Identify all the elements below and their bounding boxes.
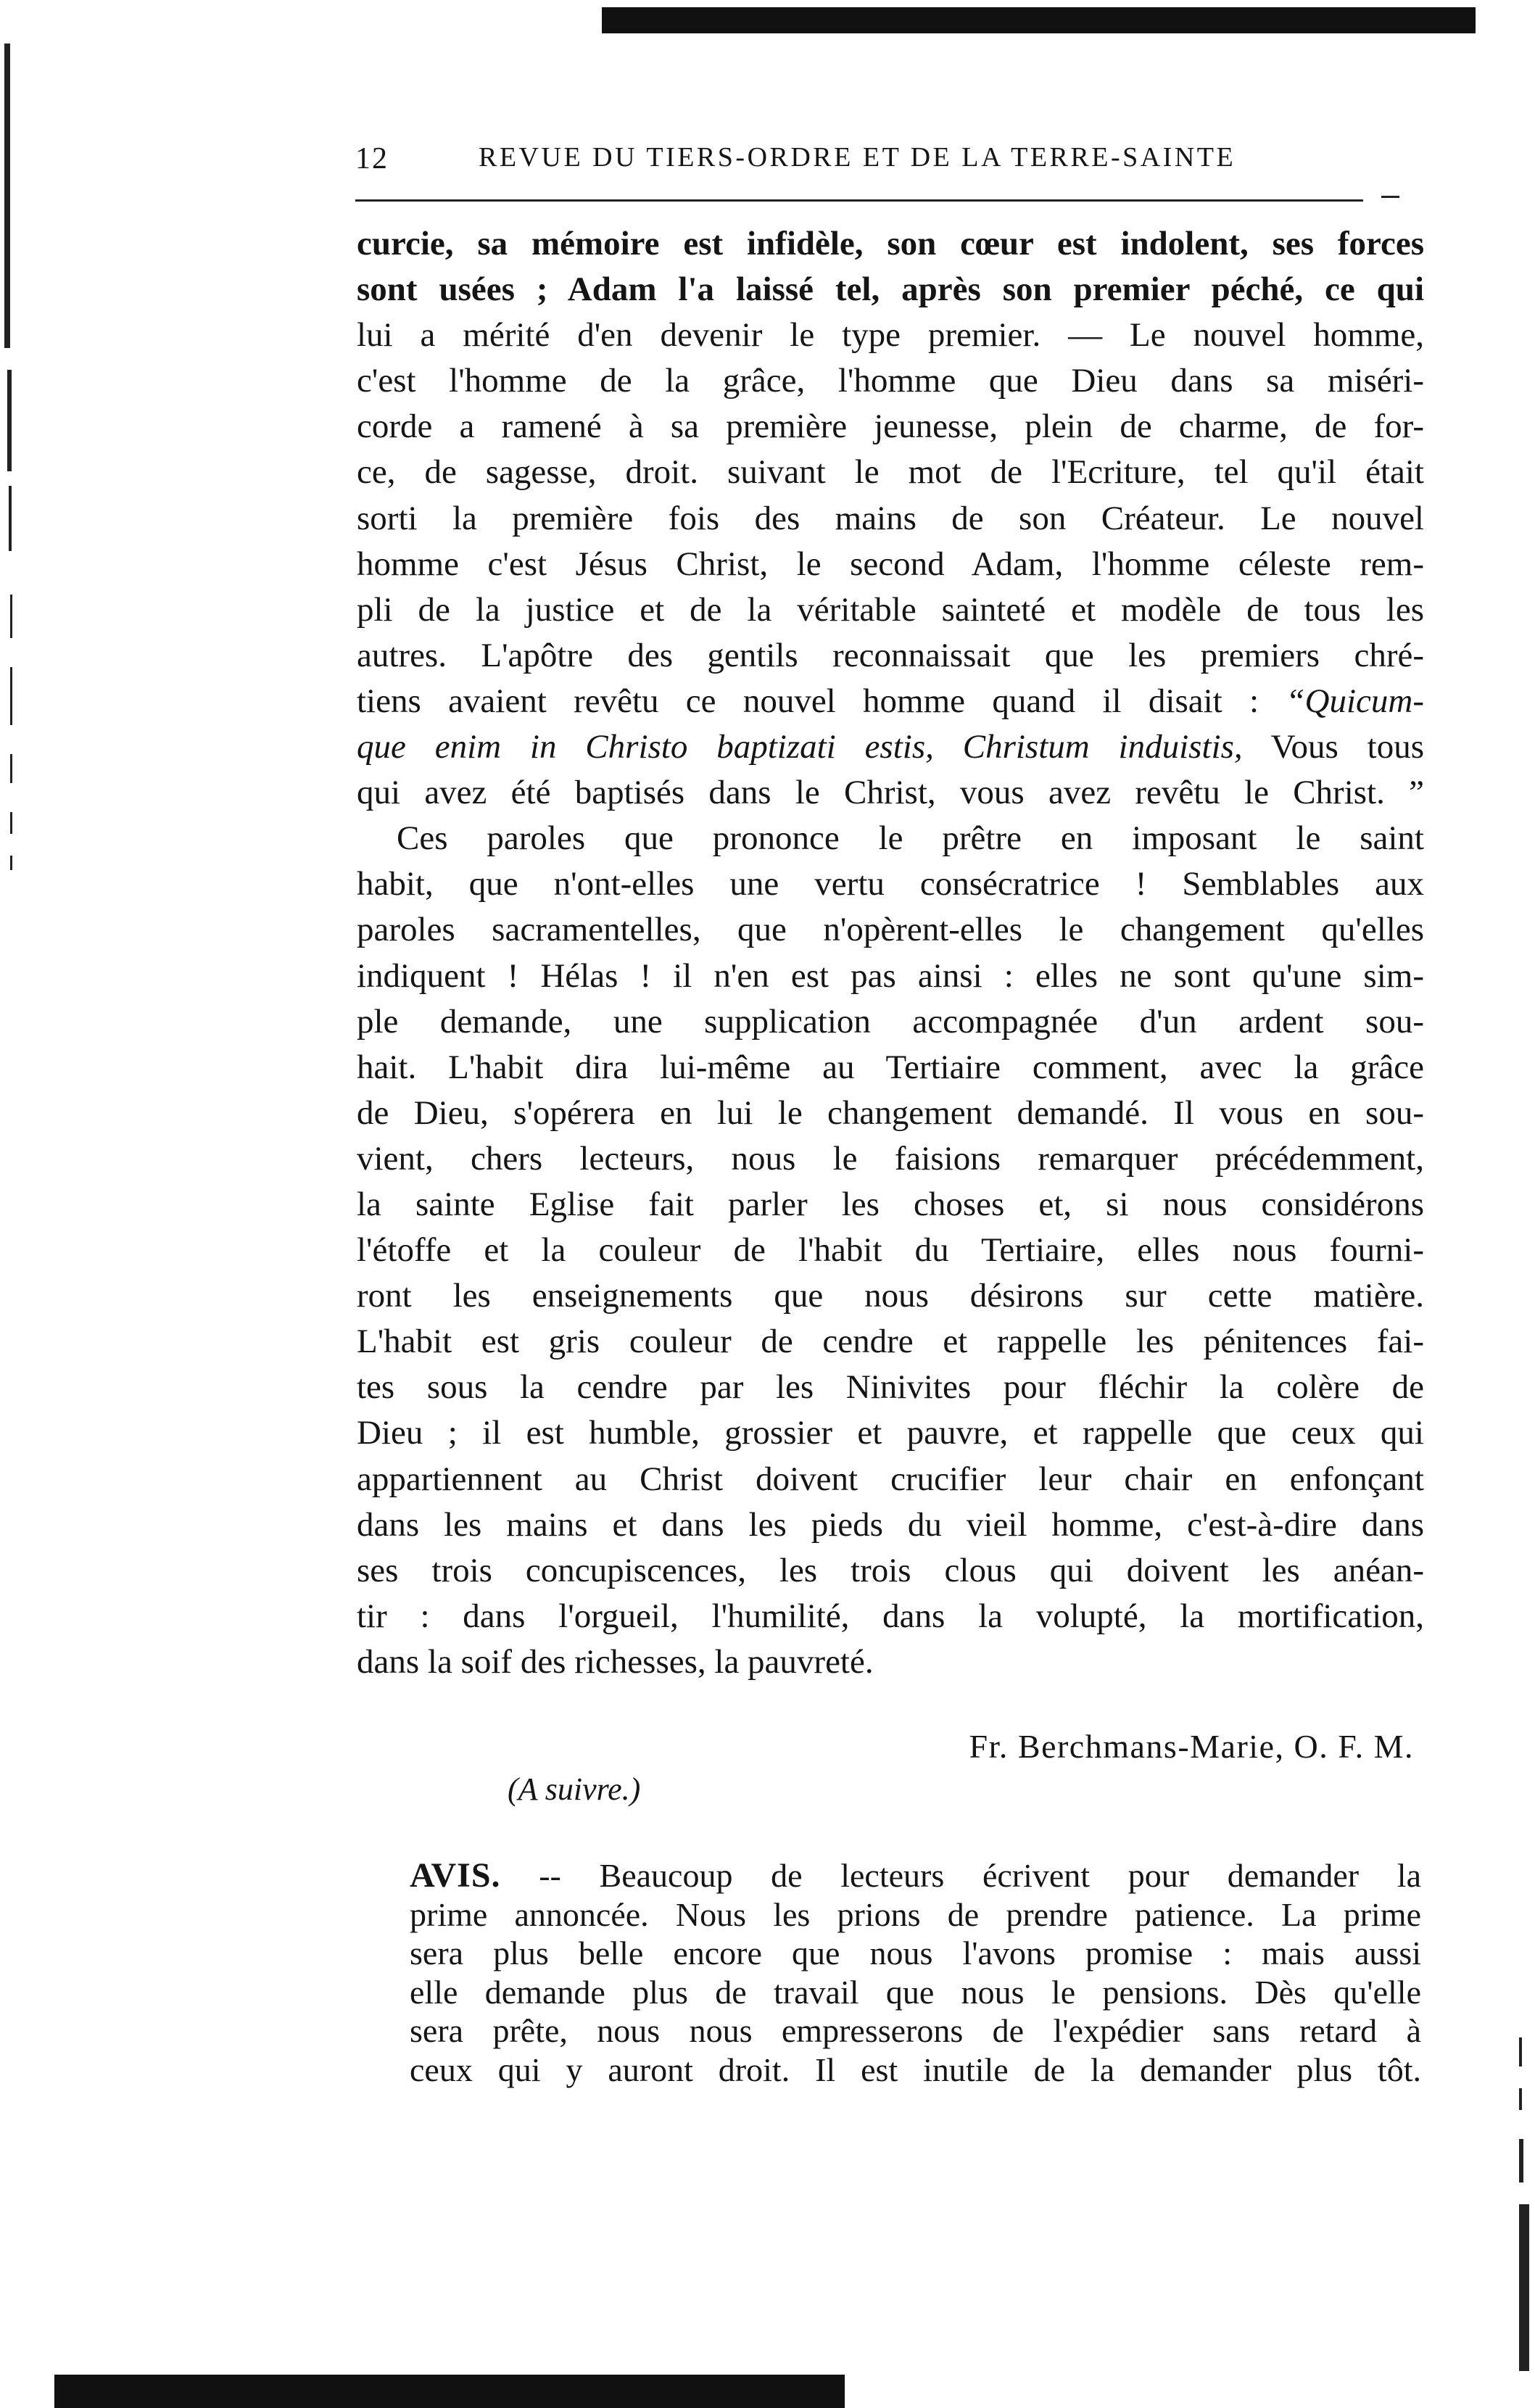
body-line: appartiennent au Christ doivent crucifier leur chair en enfonçant bbox=[357, 1460, 1424, 1498]
body-line: la sainte Eglise fait parler les choses et, si nous considérons bbox=[357, 1185, 1424, 1223]
body-line: autres. L'apôtre des gentils reconnaissait que les premiers chré- bbox=[357, 636, 1424, 674]
body-line: sorti la première fois des mains de son Créateur. Le nouvel bbox=[357, 499, 1424, 537]
notice-line: prime annoncée. Nous les prions de prendre patience. La prime bbox=[410, 1895, 1421, 1933]
notice-line: sera plus belle encore que nous l'avons promise : mais aussi bbox=[410, 1935, 1421, 1972]
body-line: Dieu ; il est humble, grossier et pauvre, et rappelle que ceux qui bbox=[357, 1414, 1424, 1452]
body-line bbox=[357, 679, 1424, 724]
body-line bbox=[357, 724, 1424, 770]
body-line: sont usées ; Adam l'a laissé tel, après son premier péché, ce qui bbox=[357, 270, 1424, 309]
body-line: pli de la justice et de la véritable sainteté et modèle de tous les bbox=[357, 590, 1424, 629]
page-number: 12 bbox=[355, 142, 389, 175]
notice-line: ceux qui y auront droit. Il est inutile de la demander plus tôt. bbox=[410, 2051, 1421, 2088]
scan-edge-bar-top bbox=[602, 7, 1476, 33]
body-line: c'est l'homme de la grâce, l'homme que Dieu dans sa miséri- bbox=[357, 362, 1424, 400]
notice-line-text: -- Beaucoup de lecteurs écrivent pour demander la bbox=[500, 1857, 1421, 1894]
body-line-text: tiens avaient revêtu ce nouvel homme quand il disait : bbox=[357, 682, 1259, 720]
notice-line: sera prête, nous nous empresserons de l'expédier sans retard à bbox=[410, 2012, 1421, 2050]
body-line: ce, de sagesse, droit. suivant le mot de l'Ecriture, tel qu'il était bbox=[357, 453, 1424, 492]
scan-edge-bar-bottom bbox=[54, 2375, 845, 2408]
body-line: lui a mérité d'en devenir le type premier. — Le nouvel homme, bbox=[357, 316, 1424, 355]
article-body bbox=[357, 221, 1424, 1685]
header-rule-end bbox=[1381, 196, 1399, 198]
body-line: ront les enseignements que nous désirons sur cette matière. bbox=[357, 1277, 1424, 1315]
body-line: Ces paroles que prononce le prêtre en imposant le saint bbox=[397, 819, 1424, 858]
page-header bbox=[355, 141, 1392, 185]
body-line: ses trois concupiscences, les trois clous qui doivent les anéan- bbox=[357, 1551, 1424, 1589]
author-signature: Fr. Berchmans-Marie, O. F. M. bbox=[969, 1728, 1414, 1765]
notice-label: AVIS. bbox=[410, 1856, 501, 1895]
body-line: qui avez été baptisés dans le Christ, vous avez revêtu le Christ. ” bbox=[357, 774, 1424, 812]
body-line: dans la soif des richesses, la pauvreté. bbox=[357, 1642, 874, 1681]
notice-line bbox=[410, 1856, 1421, 1895]
body-line: vient, chers lecteurs, nous le faisions remarquer précédemment, bbox=[357, 1139, 1424, 1178]
header-rule bbox=[355, 199, 1363, 202]
body-line: hait. L'habit dira lui-même au Tertiaire comment, avec la grâce bbox=[357, 1048, 1424, 1086]
latin-quote-start: “Quicum- bbox=[1286, 682, 1424, 720]
body-line: habit, que n'ont-elles une vertu consécratrice ! Semblables aux bbox=[357, 865, 1424, 903]
notice-block bbox=[410, 1856, 1421, 2090]
notice-line: elle demande plus de travail que nous le pensions. Dès qu'elle bbox=[410, 1973, 1421, 2011]
body-line: dans les mains et dans les pieds du vieil homme, c'est-à-dire dans bbox=[357, 1505, 1424, 1544]
body-line: indiquent ! Hélas ! il n'en est pas ainsi : elles ne sont qu'une sim- bbox=[357, 956, 1424, 995]
scan-edge-marks-left bbox=[0, 44, 33, 914]
body-line: de Dieu, s'opérera en lui le changement demandé. Il vous en sou- bbox=[357, 1093, 1424, 1132]
translation-start: Vous tous bbox=[1242, 728, 1424, 766]
body-line: paroles sacramentelles, que n'opèrent-elles le changement qu'elles bbox=[357, 911, 1424, 949]
scan-edge-marks-right bbox=[1512, 2037, 1535, 2386]
latin-quote: que enim in Christo baptizati estis, Christum induistis, bbox=[357, 728, 1243, 766]
body-line: corde a ramené à sa première jeunesse, plein de charme, de for- bbox=[357, 407, 1424, 446]
body-line: curcie, sa mémoire est infidèle, son cœur est indolent, ses forces bbox=[357, 225, 1424, 262]
body-line: tir : dans l'orgueil, l'humilité, dans la volupté, la mortification, bbox=[357, 1597, 1424, 1635]
running-title: REVUE DU TIERS-ORDRE ET DE LA TERRE-SAINTE bbox=[479, 142, 1236, 173]
body-line: tes sous la cendre par les Ninivites pour fléchir la colère de bbox=[357, 1368, 1424, 1407]
body-line: ple demande, une supplication accompagnée d'un ardent sou- bbox=[357, 1002, 1424, 1040]
to-be-continued: (A suivre.) bbox=[508, 1771, 641, 1807]
body-line: L'habit est gris couleur de cendre et rappelle les pénitences fai- bbox=[357, 1323, 1424, 1361]
body-line: l'étoffe et la couleur de l'habit du Tertiaire, elles nous fourni- bbox=[357, 1231, 1424, 1270]
body-line: homme c'est Jésus Christ, le second Adam, l'homme céleste rem- bbox=[357, 545, 1424, 583]
